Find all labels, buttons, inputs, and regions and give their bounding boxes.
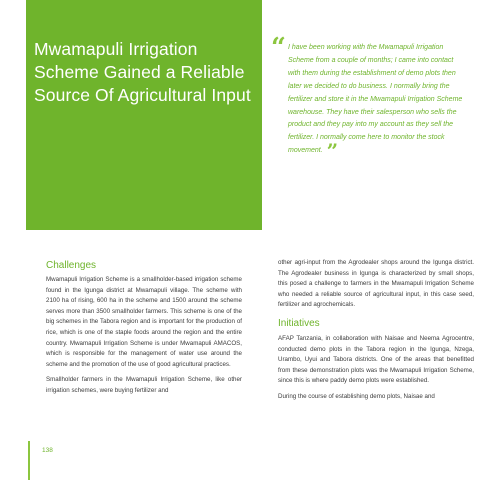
open-quote-icon: “	[271, 33, 286, 63]
challenges-paragraph-2: Smallholder farmers in the Mwamapuli Irrigation Scheme, like other irrigation schemes, were buying fertilizer and	[46, 376, 242, 394]
initiatives-paragraph-1: AFAP Tanzania, in collaboration with Naisae and Neema Agrocentre, conducted demo plots in the Tabora region in the Igunga, Nzega, Urambo, Uyui and Tabora districts. One of the areas that benefitted from these demonstration plots was the Mwamapuli Irrigation Scheme, since this is where paddy demo plots were established.	[278, 334, 474, 385]
initiatives-heading: Initiatives	[278, 317, 320, 329]
initiatives-paragraph-2: During the course of establishing demo plots, Naisae and	[278, 392, 435, 400]
pull-quote	[288, 42, 464, 164]
page-number: 138	[42, 447, 53, 454]
left-column	[46, 260, 242, 402]
challenges-paragraph-1: Mwamapuli Irrigation Scheme is a smallholder-based irrigation scheme found in the Igunga district at Mwamapuli village. The scheme with 2100 ha of rising, 600 ha in the scheme and 1500 around the scheme serves more than 3500 smallholder farmers. This scheme is one of the big schemes in the Tabora region and is important for the production of rice, which is one of the staple foods around the region and the entire country. Mwamapuli Irrigation Scheme is under Mwamapuli AMACOS, which is responsible for the management of water use around the scheme and the promotion of the use of good agricultural practices.	[46, 276, 242, 368]
close-quote-icon: ”	[326, 139, 339, 164]
title-block	[26, 0, 262, 230]
continued-paragraph: other agri-input from the Agrodealer shops around the Igunga district. The Agrodealer business in Igunga is characterized by small shops, this posed a challenge to farmers in the Mwamapuli Irrigation Scheme who needed a reliable source of agricultural input, in this case seed, fertilizer and agrochemicals.	[278, 259, 474, 309]
right-column	[278, 258, 474, 408]
page-margin-bar	[28, 441, 30, 480]
pull-quote-text: I have been working with the Mwamapuli Irrigation Scheme from a couple of months; I came into contact with them during the establishment of demo plots then later we decided to do business. I normally bring the fertilizer and store it in the Mwamapuli Irrigation Scheme warehouse. They have their salesperson who sells the product and they pay into my account as they sell the fertilizer. I normally come here to monitor the stock movement.	[288, 44, 463, 155]
challenges-heading: Challenges	[46, 260, 97, 271]
page-title: Mwamapuli Irrigation Scheme Gained a Reliable Source Of Agricultural Input	[34, 39, 251, 105]
